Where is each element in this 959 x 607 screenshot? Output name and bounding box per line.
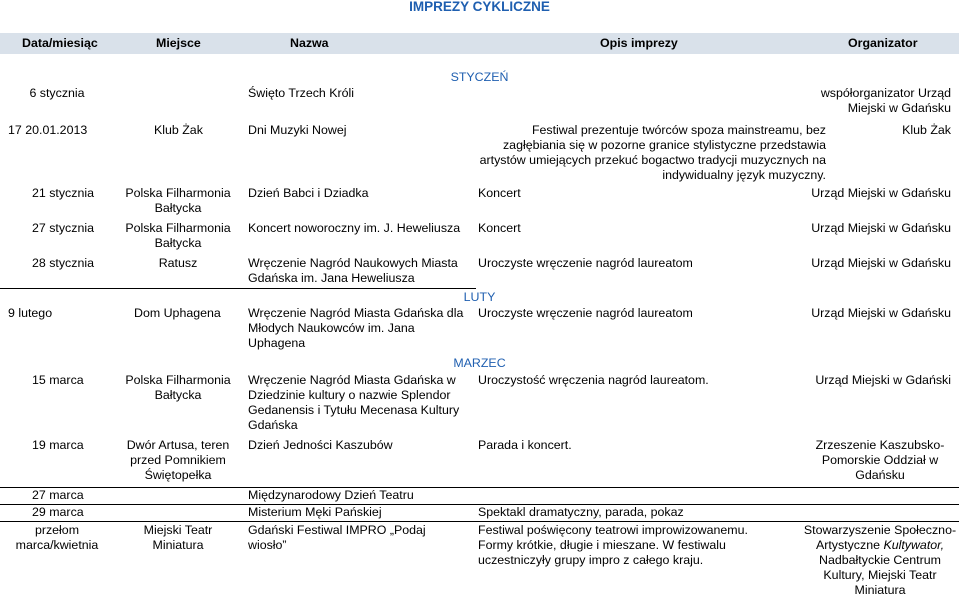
row-1-organizer: współorganizator Urząd Miejski w Gdańsku [820, 86, 951, 115]
row-10-description: Spektakl dramatyczny, parada, pokaz [478, 505, 684, 519]
row-2-description: Festiwal prezentuje twórców spoza mainstreamu, bez zagłębiania się w pozorne granice stylistyczne przedstawia artystów umiejących przekuć bogactwo tradycji muzycznych na indywidualny język muzyczny. [479, 123, 826, 182]
row-5-description: Uroczyste wręczenie nagród laureatom [478, 256, 693, 270]
row-3-date: 21 stycznia [32, 186, 94, 200]
row-1-name: Święto Trzech Króli [248, 86, 355, 100]
row-10-name: Misterium Męki Pańskiej [248, 505, 382, 519]
header-date: Data/miesiąc [22, 36, 98, 50]
row-7-description: Uroczystość wręczenia nagród laureatom. [478, 373, 709, 387]
row-6-date: 9 lutego [8, 306, 53, 320]
section-march: MARZEC [453, 356, 506, 370]
row-7-date: 15 marca [32, 373, 84, 387]
row-7-organizer: Urząd Miejski w Gdański [815, 373, 951, 387]
row-6-organizer: Urząd Miejski w Gdańsku [811, 306, 951, 320]
page-title: IMPREZY CYKLICZNE [409, 0, 550, 14]
row-10-date: 29 marca [32, 505, 84, 519]
row-divider [0, 288, 476, 289]
row-4-place: Polska Filharmonia Bałtycka [125, 221, 231, 250]
row-5-date: 28 stycznia [32, 256, 94, 270]
row-2-date: 17 20.01.2013 [8, 123, 88, 137]
row-11-name: Gdański Festiwal IMPRO „Podaj wiosło” [248, 523, 426, 552]
row-5-place: Ratusz [158, 256, 198, 270]
row-11-date: przełom marca/kwietnia [15, 523, 99, 552]
header-place: Miejsce [156, 36, 201, 50]
row-8-date: 19 marca [32, 438, 84, 452]
row-4-date: 27 stycznia [32, 221, 94, 235]
row-9-name: Międzynarodowy Dzień Teatru [248, 488, 414, 502]
row-8-description: Parada i koncert. [478, 438, 572, 452]
row-8-organizer: Zrzeszenie Kaszubsko-Pomorskie Oddział w Gdańsku [815, 438, 945, 482]
header-organizer: Organizator [848, 36, 918, 50]
row-1-date: 6 stycznia [29, 86, 85, 100]
row-3-place: Polska Filharmonia Bałtycka [125, 186, 231, 215]
row-4-description: Koncert [478, 221, 521, 235]
header-name: Nazwa [290, 36, 329, 50]
row-11-description: Festiwal poświęcony teatrowi improwizowanemu. Formy krótkie, długie i mieszane. W festiwalu uczestniczyły grupy impro z całego kraju. [478, 523, 748, 567]
row-5-organizer: Urząd Miejski w Gdańsku [811, 256, 951, 270]
section-february: LUTY [463, 290, 496, 304]
row-6-place: Dom Uphagena [134, 306, 221, 320]
row-divider [0, 487, 959, 488]
row-2-organizer: Klub Żak [902, 123, 951, 137]
row-6-description: Uroczyste wręczenie nagród laureatom [478, 306, 693, 320]
row-3-description: Koncert [478, 186, 521, 200]
row-3-organizer: Urząd Miejski w Gdańsku [811, 186, 951, 200]
row-9-date: 27 marca [32, 488, 84, 502]
row-11-organizer: Stowarzyszenie Społeczno-Artystyczne Kultywator, Nadbałtyckie Centrum Kultury, Miejski Teatr Miniatura [803, 523, 957, 597]
section-january: STYCZEŃ [450, 70, 509, 84]
row-2-place: Klub Żak [154, 123, 203, 137]
row-3-name: Dzień Babci i Dziadka [248, 186, 369, 200]
row-8-place: Dwór Artusa, teren przed Pomnikiem Świętopełka [126, 438, 230, 482]
row-7-place: Polska Filharmonia Bałtycka [125, 373, 231, 402]
row-4-organizer: Urząd Miejski w Gdańsku [811, 221, 951, 235]
row-5-name: Wręczenie Nagród Naukowych Miasta Gdańska im. Jana Heweliusza [248, 256, 458, 285]
header-description: Opis imprezy [600, 36, 678, 50]
row-4-name: Koncert noworoczny im. J. Heweliusza [248, 221, 461, 235]
row-6-name: Wręczenie Nagród Miasta Gdańska dla Młodych Naukowców im. Jana Uphagena [248, 306, 464, 350]
table-header [0, 33, 959, 54]
row-7-name: Wręczenie Nagród Miasta Gdańska w Dziedzinie kultury o nazwie Splendor Gedanensis i Tytułu Mecenasa Kultury Gdańska [248, 373, 460, 432]
row-divider [0, 521, 959, 522]
row-2-name: Dni Muzyki Nowej [248, 123, 347, 137]
row-8-name: Dzień Jedności Kaszubów [248, 438, 393, 452]
row-11-place: Miejski Teatr Miniatura [143, 523, 213, 552]
